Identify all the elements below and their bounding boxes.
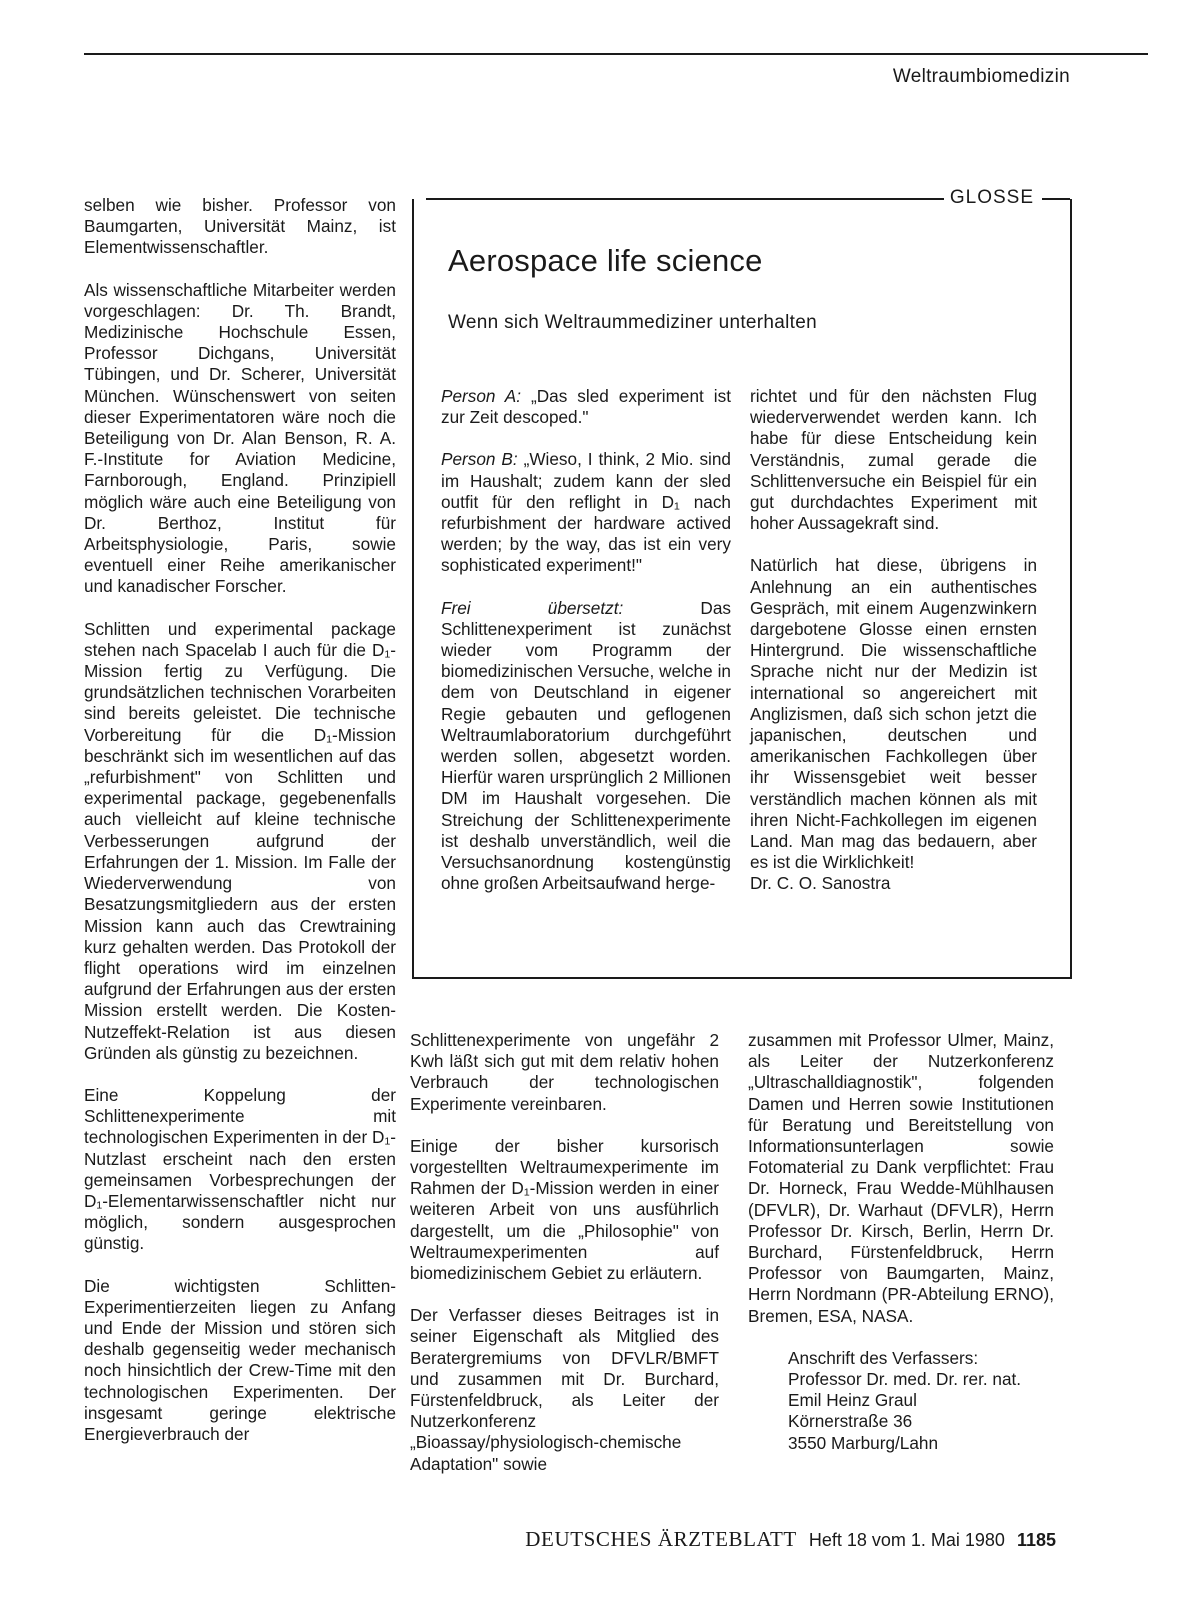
paragraph: Die wichtigsten Schlitten-Experimentierzeiten liegen zu Anfang und Ende der Mission und stören sich deshalb gegenseitig weder mechanisch noch hinsichtlich der Crew-Time mit den technologischen Experimenten. Der insgesamt geringe elektrische Energieverbrauch der bbox=[84, 1275, 396, 1444]
glosse-title: Aerospace life science bbox=[448, 243, 763, 278]
left-column bbox=[84, 195, 396, 1445]
dialog-person-b bbox=[441, 449, 731, 576]
paragraph: Eine Koppelung der Schlittenexperimente mit technologischen Experimenten in der D₁-Nutzlast erscheint nach den ersten gemeinsamen Vorbesprechungen der D₁-Elementarwissenschaftler nicht nur möglich, sondern ausgesprochen günstig. bbox=[84, 1084, 396, 1254]
dialog-person-a bbox=[441, 386, 731, 428]
paragraph: zusammen mit Professor Ulmer, Mainz, als Leiter der Nutzerkonferenz „Ultraschalldiagnostik", folgenden Damen und Herren sowie Institutionen für Beratung und Bereitstellung von Informationsunterlagen sowie Fotomaterial zu Dank verpflichtet: Frau Dr. Horneck, Frau Wedde-Mühlhausen (DFVLR), Dr. Warhaut (DFVLR), Herrn Professor Dr. Kirsch, Berlin, Herrn Dr. Burchard, Fürstenfeldbruck, Herrn Professor von Baumgarten, Mainz, Herrn Nordmann (PR-Abteilung ERNO), Bremen, ESA, NASA. bbox=[748, 1030, 1054, 1326]
page-number: 1185 bbox=[1016, 1530, 1056, 1550]
address-line: 3550 Marburg/Lahn bbox=[788, 1432, 939, 1453]
section-heading: Weltraumbiomedizin bbox=[892, 66, 1070, 87]
box-top-rule-right bbox=[1042, 198, 1070, 200]
dialog-text: „Das sled experiment ist zur Zeit descoped." bbox=[441, 386, 731, 428]
translation-paragraph bbox=[441, 598, 731, 895]
glosse-tag: GLOSSE bbox=[944, 187, 1040, 209]
address-label: Anschrift des Verfassers: bbox=[788, 1347, 979, 1368]
paragraph: Als wissenschaftliche Mitarbeiter werden vorgeschlagen: Dr. Th. Brandt, Medizinische Hochschule Essen, Professor Dichgans, Universität Tübingen, und Dr. Scherer, Universität München. Wünschenswert von seiten dieser Experimentatoren wäre noch die Beteiligung von Dr. Alan Benson, R. A. F.-Institute for Aviation Medicine, Farnborough, England. Prinzipiell möglich wäre auch eine Beteiligung von Dr. Berthoz, Institut für Arbeitsphysiologie, Paris, sowie eventuell einer Reihe amerikanischer und kanadischer Forscher. bbox=[84, 279, 396, 597]
paragraph: Der Verfasser dieses Beitrages ist in seiner Eigenschaft als Mitglied des Beratergremiums von DFVLR/BMFT und zusammen mit Dr. Burchard, Fürstenfeldbruck, als Leiter der Nutzerkonferenz „Bioassay/physiologisch-chemische Adaptation" sowie bbox=[410, 1305, 719, 1474]
translation-text: Das Schlittenexperiment ist zunächst wieder vom Programm der biomedizinischen Versuche, welche in dem von Deutschland in eigener Regie gebauten und geflogenen Weltraumlaboratorium durchgeführt werden sollen, abgesetzt worden. Hierfür waren ursprünglich 2 Millionen DM im Haushalt vorgesehen. Die Streichung der Schlittenexperimente ist deshalb unverständlich, weil die Versuchsanordnung kostengünstig ohne großen Arbeitsaufwand herge- bbox=[441, 597, 731, 894]
paragraph: Einige der bisher kursorisch vorgestellten Weltraumexperimente im Rahmen der D₁-Mission werden in einer weiteren Arbeit von uns ausführlich dargestellt, um die „Philosophie" von Weltraumexperimenten auf biomedizinischem Gebiet zu erläutern. bbox=[410, 1135, 719, 1284]
paragraph: richtet und für den nächsten Flug wiederverwendet werden kann. Ich habe für diese Entscheidung kein Verständnis, zumal gerade die Schlittenversuche ein Beispiel für ein gut durchdachtes Experiment mit hoher Aussagekraft sind. bbox=[750, 386, 1037, 534]
address-line: Körnerstraße 36 bbox=[788, 1411, 913, 1432]
glosse-column-2 bbox=[750, 386, 1037, 916]
issue-info: Heft 18 vom 1. Mai 1980 bbox=[808, 1530, 1005, 1550]
journal-name: DEUTSCHES ÄRZTEBLATT bbox=[525, 1527, 797, 1551]
speaker-label: Person A: bbox=[441, 386, 522, 406]
author-address bbox=[788, 1348, 1054, 1454]
box-top-rule bbox=[426, 198, 950, 200]
paragraph: Schlittenexperimente von ungefähr 2 Kwh läßt sich gut mit dem relativ hohen Verbrauch der technologischen Experimente vereinbaren. bbox=[410, 1030, 719, 1114]
middle-column bbox=[410, 1030, 719, 1475]
glosse-column-1 bbox=[441, 386, 731, 894]
dialog-text: „Wieso, I think, 2 Mio. sind im Haushalt; zudem kann der sled outfit für den reflight in D₁ nach refurbishment der hardware actived werden; by the way, das ist ein very sophisticated experiment!" bbox=[441, 449, 731, 576]
address-line: Professor Dr. med. Dr. rer. nat. bbox=[788, 1369, 1022, 1390]
paragraph: Natürlich hat diese, übrigens in Anlehnung an ein authentisches Gespräch, mit einem Augenzwinkern dargebotene Glosse einen ernsten Hintergrund. Die wissenschaftliche Sprache nicht nur der Medizin ist international so angereichert mit Anglizismen, daß sich schon jetzt die japanischen, deutschen und amerikanischen Fachkollegen über ihr Wissensgebiet weit besser verständlich machen können als mit ihren Nicht-Fachkollegen im eigenen Land. Man mag das bedauern, aber es ist die Wirklichkeit! bbox=[750, 555, 1037, 873]
glosse-signature: Dr. C. O. Sanostra bbox=[750, 873, 891, 894]
speaker-label: Person B: bbox=[441, 449, 518, 470]
header-rule bbox=[84, 53, 1148, 55]
address-line: Emil Heinz Graul bbox=[788, 1390, 917, 1411]
glosse-subtitle: Wenn sich Weltraummediziner unterhalten bbox=[448, 312, 817, 333]
paragraph: selben wie bisher. Professor von Baumgarten, Universität Mainz, ist Elementwissenschaftler. bbox=[84, 195, 396, 258]
paragraph: Schlitten und experimental package stehen nach Spacelab I auch für die D₁-Mission fertig zu Verfügung. Die grundsätzlichen technischen Vorarbeiten sind bereits geleistet. Die technische Vorbereitung für die D₁-Mission beschränkt sich im wesentlichen auf das „refurbishment" von Schlitten und experimental package, gegebenenfalls auch vielleicht auf kleine technische Verbesserungen aufgrund der Erfahrungen der 1. Mission. Im Falle der Wiederverwendung von Besatzungsmitgliedern aus der ersten Mission kann auch das Crewtraining kurz gehalten werden. Das Protokoll der flight operations wird im einzelnen aufgrund der Erfahrungen aus der ersten Mission erstellt werden. Die Kosten-Nutzeffekt-Relation ist aus diesen Gründen als günstig zu bezeichnen. bbox=[84, 618, 396, 1063]
right-column bbox=[748, 1030, 1054, 1454]
page-footer bbox=[525, 1527, 1056, 1552]
translation-label: Frei übersetzt: bbox=[441, 597, 624, 618]
